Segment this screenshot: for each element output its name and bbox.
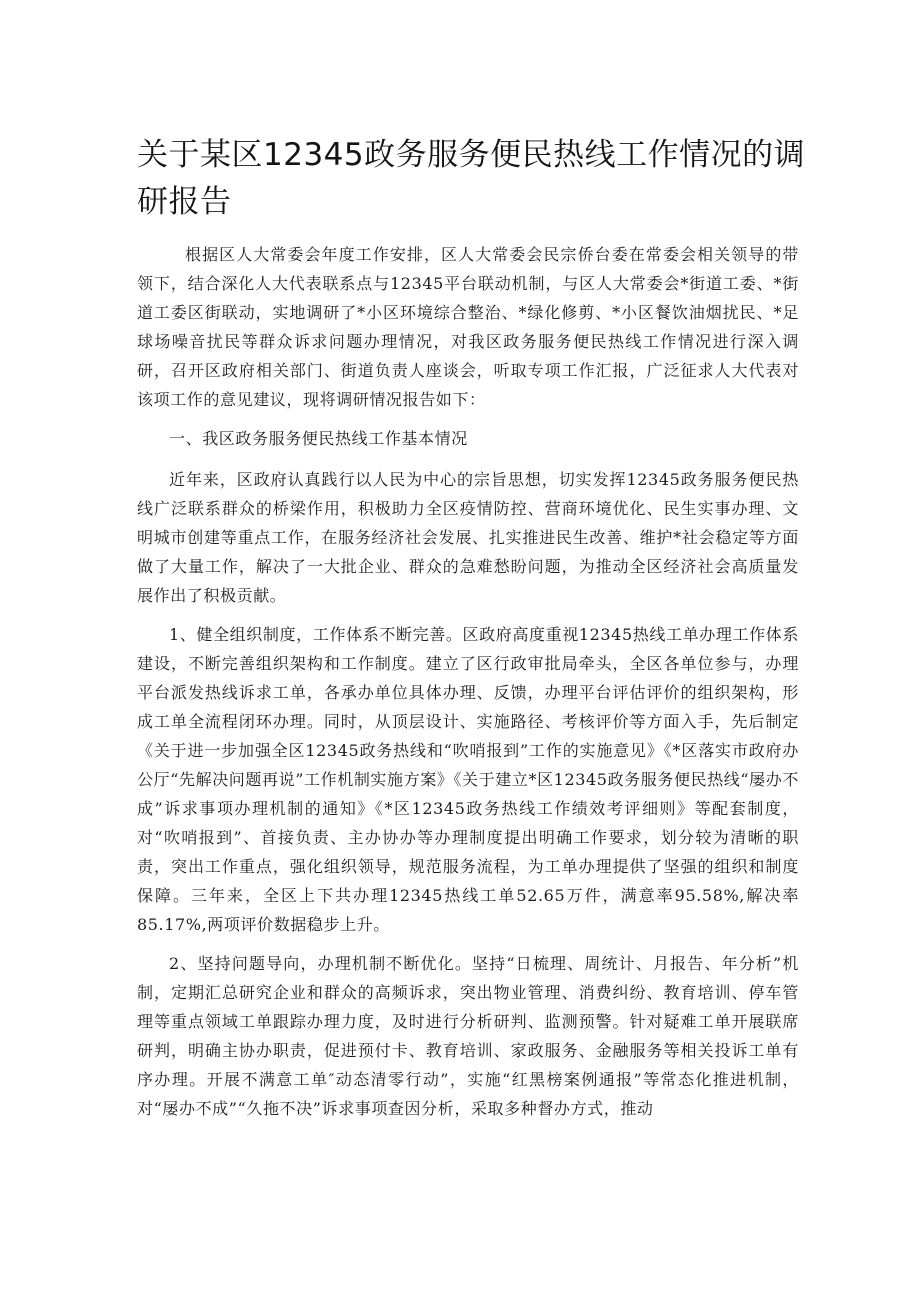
document-body [137,240,799,1133]
paragraph-point-2: 2、坚持问题导向，办理机制不断优化。坚持“日梳理、周统计、月报告、年分析”机制，定期汇总研究企业和群众的高频诉求，突出物业管理、消费纠纷、教育培训、停车管理等重点领域工单跟踪办理力度，及时进行分析研判、监测预警。针对疑难工单开展联席研判，明确主协办职责，促进预付卡、教育培训、家政服务、金融服务等相关投诉工单有序办理。开展不满意工单″动态清零行动”，实施“红黑榜案例通报”等常态化推进机制，对“屡办不成”“久拖不决”诉求事项查因分析，采取多种督办方式，推动 [137,954,799,1118]
paragraph-intro: 根据区人大常委会年度工作安排，区人大常委会民宗侨台委在常委会相关领导的带领下，结合深化人大代表联系点与12345平台联动机制，与区人大常委会*街道工委、*街道工委区街联动，实地调研了*小区环境综合整治、*绿化修剪、*小区餐饮油烟扰民、*足球场噪音扰民等群众诉求问题办理情况，对我区政务服务便民热线工作情况进行深入调研，召开区政府相关部门、街道负责人座谈会，听取专项工作汇报，广泛征求人大代表对该项工作的意见建议，现将调研情况报告如下： [137,245,799,409]
paragraph-overview: 近年来，区政府认真践行以人民为中心的宗旨思想，切实发挥12345政务服务便民热线广泛联系群众的桥梁作用，积极助力全区疫情防控、营商环境优化、民生实事办理、文明城市创建等重点工作，在服务经济社会发展、扎实推进民生改善、维护*社会稳定等方面做了大量工作，解决了一大批企业、群众的急难愁盼问题，为推动全区经济社会高质量发展作出了积极贡献。 [137,470,799,605]
section-heading-1: 一、我区政务服务便民热线工作基本情况 [169,429,468,448]
document-title: 关于某区12345政务服务便民热线工作情况的调研报告 [137,137,806,220]
paragraph-point-1: 1、健全组织制度，工作体系不断完善。区政府高度重视12345热线工单办理工作体系建设，不断完善组织架构和工作制度。建立了区行政审批局牵头，全区各单位参与，办理平台派发热线诉求工单，各承办单位具体办理、反馈，办理平台评估评价的组织架构，形成工单全流程闭环办理。同时，从顶层设计、实施路径、考核评价等方面入手，先后制定《关于进一步加强全区12345政务热线和“吹哨报到”工作的实施意见》《*区落实市政府办公厅“先解决问题再说”工作机制实施方案》《关于建立*区12345政务服务便民热线“屡办不成”诉求事项办理机制的通知》《*区12345政务热线工作绩效考评细则》等配套制度，对“吹哨报到”、首接负责、主办协办等办理制度提出明确工作要求，划分较为清晰的职责，突出工作重点，强化组织领导，规范服务流程，为工单办理提供了坚强的组织和制度保障。三年来，全区上下共办理12345热线工单52.65万件，满意率95.58%,解决率85.17%,两项评价数据稳步上升。 [137,625,799,934]
